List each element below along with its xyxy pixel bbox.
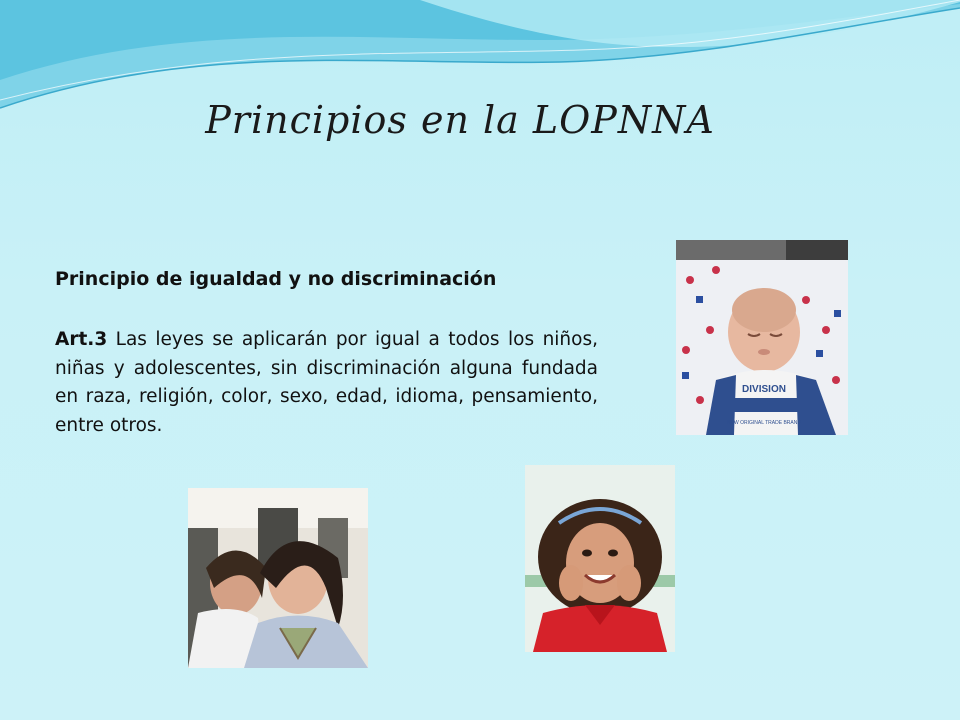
shirt-text-bottom: NEW ORIGINAL TRADE BRAND: [727, 420, 801, 426]
women-photo: [188, 488, 368, 668]
girl-photo: [525, 465, 675, 652]
baby-photo: [676, 240, 848, 435]
article-label: Art.3: [55, 329, 108, 350]
section-subtitle: Principio de igualdad y no discriminación: [55, 268, 497, 290]
article-text: Las leyes se aplicarán por igual a todos los niños, niñas y adolescentes, sin discriminación alguna fundada en raza, religión, color, sexo, edad, idioma, pensamiento, entre otros.: [55, 329, 598, 436]
article-paragraph: [55, 326, 598, 440]
shirt-text-top: DIVISION: [742, 384, 786, 395]
slide-title: Principios en la LOPNNA: [205, 98, 715, 142]
